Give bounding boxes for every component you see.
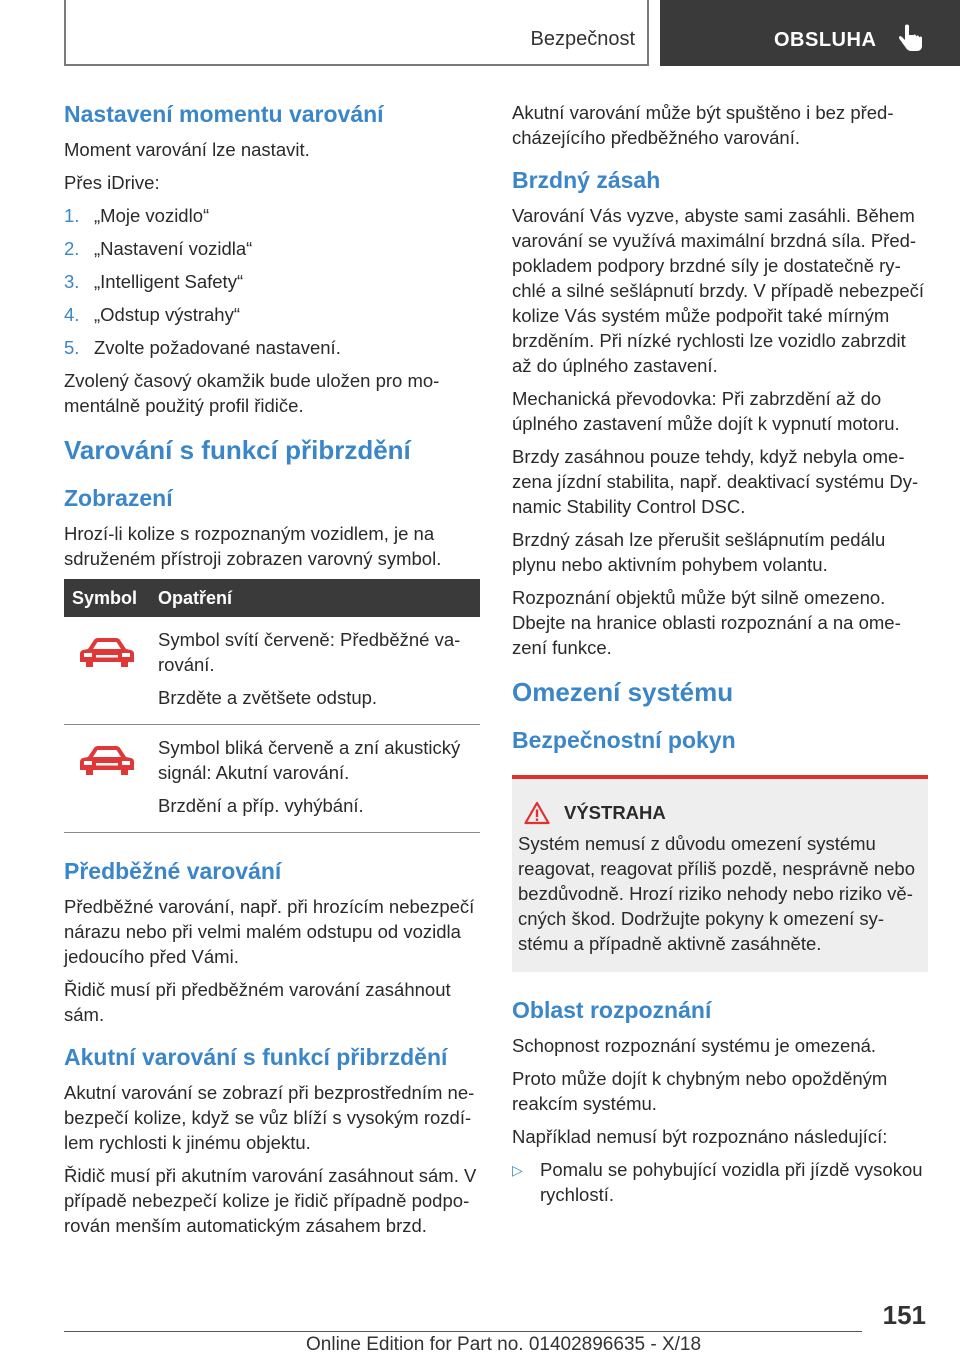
list-item xyxy=(64,335,480,360)
action-cell xyxy=(150,735,480,826)
paragraph: Předběžné varování, např. při hrozícím nebezpečí nárazu nebo při velmi malém odstupu od vozidla jedoucího před Vámi. xyxy=(64,895,475,967)
section-title: Bezpečnost xyxy=(530,28,635,50)
warning-triangle-icon xyxy=(524,801,550,825)
heading-warning-setting: Nastavení momentu varování xyxy=(64,101,384,127)
symbol-cell xyxy=(64,735,150,826)
red-car-icon xyxy=(78,635,136,671)
action-cell xyxy=(150,627,480,718)
heading-main-section: Varování s funkcí přibrzdění xyxy=(64,434,411,465)
column-header-symbol: Symbol xyxy=(72,587,138,608)
step-number: 3. xyxy=(64,270,80,292)
heading-system-limits: Omezení systému xyxy=(512,676,734,707)
heading-safety-note: Bezpečnostní pokyn xyxy=(512,727,736,754)
red-car-icon xyxy=(78,743,136,779)
step-text: „Intelligent Safety“ xyxy=(94,270,244,292)
heading-acute-warning: Akutní varování s funkcí přibrzdění xyxy=(64,1043,448,1070)
table-row xyxy=(64,617,480,725)
table-row xyxy=(64,725,480,833)
paragraph: Symbol bliká červeně a zní akustický signál: Akutní varování. xyxy=(158,737,461,783)
paragraph: Varování Vás vyzve, abyste sami zasáhli. Během varování se využívá maximální brzdná síla. Předpokladem podpory brzdné síly je dostatečně rychlé a silné sešlápnutí brzdy. V případě nebezpečí kolize Vás systém může podpořit také mírným brzděním. Při nízké rychlosti lze vozidlo zabrzdit až do úplného zastavení. xyxy=(512,204,925,376)
paragraph: Řidič musí při předběžném varování zasáhnout sám. xyxy=(64,978,451,1025)
left-column xyxy=(64,100,480,1246)
column-header-action: Opatření xyxy=(158,587,233,608)
paragraph: Brzdění a příp. vyhýbání. xyxy=(158,795,364,816)
paragraph: Brzdy zasáhnou pouze tehdy, když nebyla omezena jízdní stabilita, např. deaktivací systému Dynamic Stability Control DSC. xyxy=(512,445,919,517)
paragraph: Hrozí-li kolize s rozpoznaným vozidlem, je na sdruženém přístroji zobrazen varovný symbol. xyxy=(64,523,442,569)
step-number: 5. xyxy=(64,336,80,358)
warning-title-row xyxy=(518,801,922,825)
step-text: „Odstup výstrahy“ xyxy=(94,303,240,325)
paragraph: Proto může dojít k chybným nebo opožděným reakcím systému. xyxy=(512,1067,888,1114)
header-section-box xyxy=(64,0,649,66)
paragraph: Rozpoznání objektů může být silně omezeno. Dbejte na hranice oblasti rozpoznání a na omezení funkce. xyxy=(512,586,901,658)
bullet-list xyxy=(512,1157,928,1207)
header-chapter-box xyxy=(660,0,960,66)
footer-divider xyxy=(64,1331,862,1332)
list-item xyxy=(64,302,480,327)
paragraph: Zvolený časový okamžik bude uložen pro momentálně použitý profil řidiče. xyxy=(64,369,440,416)
step-text: Zvolte požadované nastavení. xyxy=(94,336,341,358)
paragraph: Brzděte a zvětšete odstup. xyxy=(158,687,378,708)
paragraph: Například nemusí být rozpoznáno následující: xyxy=(512,1125,888,1147)
heading-detection-area: Oblast rozpoznání xyxy=(512,997,712,1023)
list-item xyxy=(64,203,480,228)
heading-pre-warning: Předběžné varování xyxy=(64,858,282,884)
bullet-text: Pomalu se pohybující vozidla při jízdě vysokou rychlostí. xyxy=(540,1158,923,1205)
list-item xyxy=(64,236,480,261)
paragraph: Akutní varování může být spuštěno i bez předcházejícího předběžného varování. xyxy=(512,102,894,148)
step-number: 4. xyxy=(64,303,80,325)
list-item xyxy=(64,269,480,294)
steps-list xyxy=(64,203,480,360)
footer-edition: Online Edition for Part no. 01402896635 - X/18 xyxy=(306,1334,702,1355)
paragraph: Moment varování lze nastavit. xyxy=(64,138,310,160)
warning-box xyxy=(512,775,928,972)
step-number: 2. xyxy=(64,237,80,259)
paragraph: Řidič musí při akutním varování zasáhnout sám. V případě nebezpečí kolize je řidič případně podporován menším automatickým zásahem brzd. xyxy=(64,1164,477,1236)
paragraph: Symbol svítí červeně: Předběžné varování. xyxy=(158,629,461,675)
warning-title: VÝSTRAHA xyxy=(564,802,666,823)
paragraph: Mechanická převodovka: Při zabrzdění až do úplného zastavení může dojít k vypnutí motoru. xyxy=(512,387,900,434)
step-text: „Moje vozidlo“ xyxy=(94,204,210,226)
triangle-bullet-icon: ▷ xyxy=(512,1161,523,1178)
heading-brake-intervention: Brzdný zásah xyxy=(512,167,661,193)
warning-text: Systém nemusí z důvodu omezení systému reagovat, reagovat příliš pozdě, nesprávně nebo bezdůvodně. Hrozí riziko nehody nebo riziko věcných škod. Dodržujte pokyny k omezení systému a případně aktivně zasáhněte. xyxy=(518,833,915,954)
paragraph: Přes iDrive: xyxy=(64,171,160,193)
symbol-cell xyxy=(64,627,150,718)
pointing-hand-icon xyxy=(896,24,924,54)
list-item xyxy=(512,1157,928,1207)
paragraph: Akutní varování se zobrazí při bezprostředním nebezpečí kolize, když se vůz blíží s vysokým rozdílem rychlosti k jinému objektu. xyxy=(64,1081,475,1153)
paragraph: Brzdný zásah lze přerušit sešlápnutím pedálu plynu nebo aktivním pohybem volantu. xyxy=(512,528,886,575)
step-text: „Nastavení vozidla“ xyxy=(94,237,253,259)
page-number: 151 xyxy=(882,1300,926,1330)
paragraph: Schopnost rozpoznání systému je omezená. xyxy=(512,1034,877,1056)
step-number: 1. xyxy=(64,204,80,226)
right-column xyxy=(512,100,928,1207)
heading-display: Zobrazení xyxy=(64,485,173,512)
symbol-table xyxy=(64,579,480,833)
chapter-title: OBSLUHA xyxy=(774,29,877,51)
table-header xyxy=(64,579,480,617)
